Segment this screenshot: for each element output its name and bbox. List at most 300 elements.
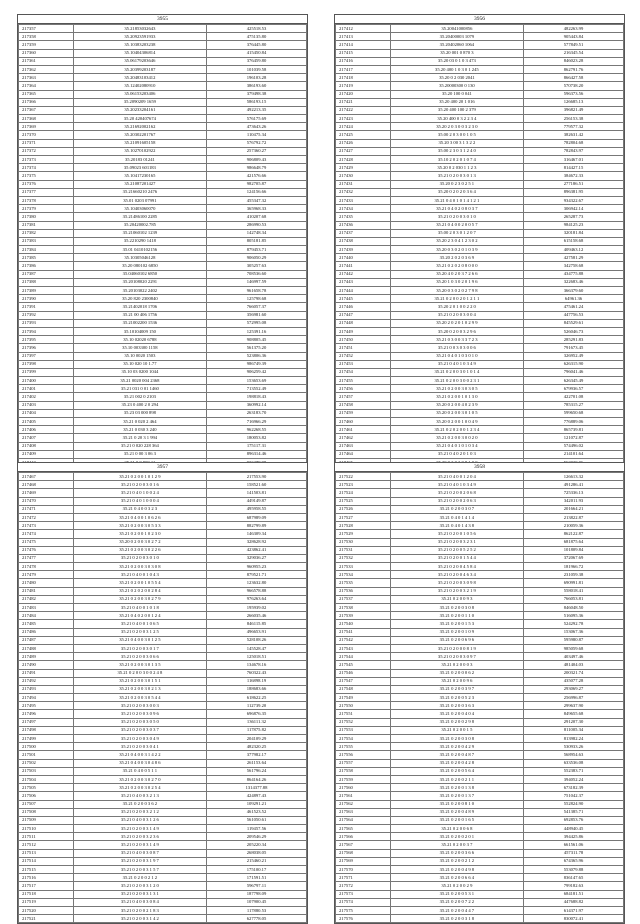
latitude-cell: 35.21 0 2 0 0 8 1 0 <box>390 800 523 808</box>
value-cell: 862122.87 <box>524 530 624 538</box>
latitude-cell: 35.21 0 020 2 464 <box>73 418 206 426</box>
latitude-cell: 35.21 0 2 0 0 5 2 3 <box>390 694 523 702</box>
latitude-cell: 35.20 0 2 3 0 2 5 1 <box>390 180 523 188</box>
table-row <box>19 418 307 426</box>
row-id-cell: 217511 <box>19 833 74 841</box>
table-row <box>336 694 624 702</box>
value-cell: 879521.71 <box>207 571 307 579</box>
value-cell: 473643.26 <box>207 123 307 131</box>
row-id-cell: 217575 <box>336 906 391 914</box>
row-id-cell: 217433 <box>336 196 391 204</box>
row-id-cell: 217504 <box>19 775 74 783</box>
row-id-cell: 217446 <box>336 303 391 311</box>
row-id-cell: 217532 <box>336 554 391 562</box>
table-row <box>336 393 624 401</box>
row-id-cell: 217382 <box>19 229 74 237</box>
table-row <box>19 546 307 554</box>
value-cell: 356981.60 <box>207 311 307 319</box>
row-id-cell: 217498 <box>19 726 74 734</box>
table-row <box>19 702 307 710</box>
row-id-cell: 217396 <box>19 344 74 352</box>
latitude-cell: 35.10 02020 6788 <box>73 336 206 344</box>
table-row <box>336 262 624 270</box>
latitude-cell: 35.21 0 2 0 0 1 0 5 5 4 <box>73 579 206 587</box>
row-id-cell: 217554 <box>336 735 391 743</box>
value-cell: 475461.24 <box>524 303 624 311</box>
row-id-cell: 217358 <box>19 33 74 41</box>
table-row <box>336 180 624 188</box>
value-cell: 690991.81 <box>524 579 624 587</box>
latitude-cell: 35.21 0 2 0 0 3 0 5 0 <box>73 718 206 726</box>
latitude-cell: 35.21 002 0 2103 <box>73 393 206 401</box>
value-cell: 481404.03 <box>524 661 624 669</box>
latitude-cell: 35.21 0 2 0 0 3 2 1 2 <box>73 808 206 816</box>
row-id-cell: 217456 <box>336 385 391 393</box>
latitude-cell: 35.21692002162 <box>73 123 206 131</box>
row-id-cell: 217570 <box>336 866 391 874</box>
value-cell: 125391.16 <box>207 327 307 335</box>
value-cell: 615158.68 <box>524 237 624 245</box>
table-row <box>336 522 624 530</box>
row-id-cell: 217474 <box>19 530 74 538</box>
latitude-cell: 35.21 0 2 0 0 0 8 1 9 <box>390 644 523 652</box>
table-row <box>336 74 624 82</box>
coordinate-table <box>18 24 307 475</box>
table-row <box>19 360 307 368</box>
value-cell: 596373.56 <box>524 90 624 98</box>
row-id-cell: 217470 <box>19 497 74 505</box>
row-id-cell: 217390 <box>19 295 74 303</box>
table-row <box>19 898 307 906</box>
value-cell: 198818.43 <box>207 393 307 401</box>
row-id-cell: 217360 <box>19 49 74 57</box>
table-row <box>336 368 624 376</box>
row-id-cell: 217508 <box>19 808 74 816</box>
table-row <box>336 57 624 65</box>
latitude-cell: 35.21 0 4 0 1 0 1 4 1 2 1 <box>390 196 523 204</box>
row-id-cell: 217543 <box>336 644 391 652</box>
row-id-cell: 217381 <box>19 221 74 229</box>
latitude-cell: 35.10270102922 <box>73 147 206 155</box>
value-cell: 316467.01 <box>524 156 624 164</box>
latitude-cell: 35.21 0 2 0 0 3 0 8 <box>390 735 523 743</box>
value-cell: 906809.43 <box>207 156 307 164</box>
table-row <box>19 726 307 734</box>
row-id-cell: 217402 <box>19 393 74 401</box>
latitude-cell: 35.21 0 2 0 0 3 0 6 6 <box>73 653 206 661</box>
row-id-cell: 217422 <box>336 106 391 114</box>
table-row <box>336 882 624 890</box>
table-row <box>19 131 307 139</box>
latitude-cell: 35.21 0 2 0 0 5 3 1 <box>390 890 523 898</box>
latitude-cell: 35.20 03 0 1 0 3 473 <box>390 57 523 65</box>
table-row <box>19 636 307 644</box>
latitude-cell: 35.21 0 4 0 1 0 1 0 3 4 <box>390 442 523 450</box>
latitude-cell: 35.20 0 2 030 2041 <box>390 74 523 82</box>
row-id-cell: 217523 <box>336 481 391 489</box>
value-cell: 188683.66 <box>207 685 307 693</box>
row-id-cell: 217567 <box>336 841 391 849</box>
row-id-cell: 217403 <box>19 401 74 409</box>
value-cell: 146309.34 <box>207 530 307 538</box>
value-cell: 107900.45 <box>207 898 307 906</box>
value-cell: 377982.17 <box>207 751 307 759</box>
latitude-cell: 35.20 0 3 0 2 0 1 0 3 9 <box>390 246 523 254</box>
value-cell: 716966.29 <box>207 418 307 426</box>
table-row <box>19 800 307 808</box>
value-cell: 552383.71 <box>524 767 624 775</box>
table-row <box>19 188 307 196</box>
value-cell: 962268.55 <box>207 426 307 434</box>
row-id-cell: 217451 <box>336 344 391 352</box>
latitude-cell: 35.21 0 00 3 06 3 <box>73 450 206 458</box>
value-cell: 386193.60 <box>207 82 307 90</box>
row-id-cell: 217462 <box>336 434 391 442</box>
row-id-cell: 217430 <box>336 172 391 180</box>
latitude-cell: 35.21853032643 <box>73 25 206 33</box>
panel-page-number: 3955 <box>18 15 307 24</box>
value-cell: 586193.15 <box>207 98 307 106</box>
value-cell: 277186.51 <box>524 180 624 188</box>
row-id-cell: 217408 <box>19 442 74 450</box>
row-id-cell: 217359 <box>19 41 74 49</box>
value-cell: 461523.52 <box>207 808 307 816</box>
table-row <box>336 653 624 661</box>
row-id-cell: 217369 <box>19 123 74 131</box>
row-id-cell: 217500 <box>19 743 74 751</box>
row-id-cell: 217427 <box>336 147 391 155</box>
latitude-cell: 35.21 0 2 0 0 3 0 1 0 <box>73 554 206 562</box>
value-cell: 196103.28 <box>207 74 307 82</box>
latitude-cell: 35.20 2 0 2 0 1 0 2 9 9 <box>390 319 523 327</box>
row-id-cell: 217502 <box>19 759 74 767</box>
row-id-cell: 217574 <box>336 898 391 906</box>
table-row <box>19 147 307 155</box>
table-row <box>336 685 624 693</box>
row-id-cell: 217555 <box>336 743 391 751</box>
latitude-cell: 35.21 0 2 0 0 3 0 1 3 <box>390 172 523 180</box>
row-id-cell: 217437 <box>336 229 391 237</box>
row-id-cell: 217365 <box>19 90 74 98</box>
table-row <box>336 164 624 172</box>
table-row <box>19 915 307 923</box>
row-id-cell: 217398 <box>19 360 74 368</box>
row-id-cell: 217457 <box>336 393 391 401</box>
row-id-cell: 217375 <box>19 172 74 180</box>
table-row <box>336 196 624 204</box>
row-id-cell: 217548 <box>336 685 391 693</box>
table-row <box>19 213 307 221</box>
table-row <box>19 123 307 131</box>
latitude-cell: 35.20 820 2300840 <box>73 295 206 303</box>
value-cell: 785315.27 <box>524 401 624 409</box>
row-id-cell: 217391 <box>19 303 74 311</box>
row-id-cell: 217383 <box>19 237 74 245</box>
latitude-cell: 35.21 0 4 0 0 3 2 3 <box>73 505 206 513</box>
latitude-cell: 35.21 0 2 0 0 4 8 9 <box>390 808 523 816</box>
value-cell: 865739.81 <box>524 426 624 434</box>
table-row <box>336 497 624 505</box>
table-row <box>19 579 307 587</box>
value-cell: 984125.23 <box>524 221 624 229</box>
row-id-cell: 217546 <box>336 669 391 677</box>
latitude-cell: 35.21087201427 <box>73 180 206 188</box>
latitude-cell: 35.20 0 2 0 0 3 2 9 6 <box>390 327 523 335</box>
row-id-cell: 217452 <box>336 352 391 360</box>
table-row <box>19 352 307 360</box>
table-row <box>336 481 624 489</box>
value-cell: 674365.96 <box>524 857 624 865</box>
value-cell: 966578.88 <box>207 587 307 595</box>
row-id-cell: 217380 <box>19 213 74 221</box>
row-id-cell: 217561 <box>336 792 391 800</box>
row-id-cell: 217547 <box>336 677 391 685</box>
table-row <box>336 595 624 603</box>
value-cell: 425518.53 <box>207 25 307 33</box>
value-cell: 627778.05 <box>207 915 307 923</box>
row-id-cell: 217428 <box>336 156 391 164</box>
row-id-cell: 217540 <box>336 620 391 628</box>
row-id-cell: 217449 <box>336 327 391 335</box>
value-cell: 142748.34 <box>207 229 307 237</box>
table-row <box>19 890 307 898</box>
table-row <box>336 360 624 368</box>
table-row <box>336 409 624 417</box>
latitude-cell: 35.21 0 2 0 0 3 0 0 3 <box>73 702 206 710</box>
value-cell: 960955.23 <box>207 563 307 571</box>
value-cell: 175117.31 <box>207 442 307 450</box>
table-row <box>336 156 624 164</box>
value-cell: 779577.32 <box>524 123 624 131</box>
value-cell: 261153.64 <box>207 759 307 767</box>
row-id-cell: 217460 <box>336 418 391 426</box>
latitude-cell: 35.20 3 00 3 1 3 2 2 <box>390 139 523 147</box>
latitude-cell: 35.20 4 0 2 0 3 7 2 6 6 <box>390 270 523 278</box>
value-cell: 329036.27 <box>207 554 307 562</box>
latitude-cell: 35.21 0 4 0 0 1 0 6 5 <box>73 620 206 628</box>
table-row <box>19 205 307 213</box>
value-cell: 394052.24 <box>524 775 624 783</box>
latitude-cell: 35.21 0 2 0 0 2 9 <box>390 882 523 890</box>
table-row <box>336 628 624 636</box>
row-id-cell: 217533 <box>336 563 391 571</box>
table-row <box>336 221 624 229</box>
coordinate-table <box>335 24 624 475</box>
table-row <box>336 49 624 57</box>
row-id-cell: 217459 <box>336 409 391 417</box>
table-row <box>19 530 307 538</box>
table-row <box>336 636 624 644</box>
table-row <box>19 246 307 254</box>
table-row <box>336 825 624 833</box>
latitude-cell: 35.21 0 030 3 240 <box>73 426 206 434</box>
table-row <box>19 385 307 393</box>
row-id-cell: 217514 <box>19 857 74 865</box>
table-row <box>19 90 307 98</box>
table-row <box>336 25 624 33</box>
value-cell: 110475.34 <box>207 131 307 139</box>
row-id-cell: 217438 <box>336 237 391 245</box>
table-row <box>336 434 624 442</box>
value-cell: 384672.33 <box>524 172 624 180</box>
latitude-cell: 35.21 00 406 1756 <box>73 311 206 319</box>
row-id-cell: 217372 <box>19 147 74 155</box>
latitude-cell: 35.21 0 2 0 0 6 9 6 <box>390 636 523 644</box>
latitude-cell: 35.20 1 0 3 0 2 0 1 9 6 <box>390 278 523 286</box>
row-id-cell: 217364 <box>19 82 74 90</box>
value-cell: 263183.70 <box>207 409 307 417</box>
value-cell: 214101.64 <box>524 450 624 458</box>
value-cell: 618622.25 <box>207 694 307 702</box>
latitude-cell: 35.21 0 2 0 0 3 2 3 1 <box>390 538 523 546</box>
latitude-cell: 35.10 020 10 1.77 <box>73 360 206 368</box>
row-id-cell: 217521 <box>19 915 74 923</box>
value-cell: 782843.97 <box>524 147 624 155</box>
row-id-cell: 217492 <box>19 677 74 685</box>
latitude-cell: 35.21 0 2 0 0 3 0 1 5 1 <box>73 677 206 685</box>
row-id-cell: 217513 <box>19 849 74 857</box>
row-id-cell: 217431 <box>336 180 391 188</box>
value-cell: 561796.24 <box>207 767 307 775</box>
value-cell: 299637.90 <box>524 702 624 710</box>
value-cell: 141503.81 <box>207 489 307 497</box>
latitude-cell: 35.20041000856 <box>390 25 523 33</box>
latitude-cell: 35.21 0 2 0 0 3 0 2 7 0 <box>73 775 206 783</box>
row-id-cell: 217497 <box>19 718 74 726</box>
value-cell: 796041.46 <box>524 368 624 376</box>
latitude-cell: 35.21 0 2 0 0 3 1 9 7 <box>73 857 206 865</box>
table-panel-2 <box>334 14 625 476</box>
row-id-cell: 217542 <box>336 636 391 644</box>
latitude-cell: 35.21 0 2 0 0 3 0 3 0 8 <box>73 563 206 571</box>
table-row <box>19 882 307 890</box>
latitude-cell: 35.21 0 2 0 0 5 2 5 2 <box>390 546 523 554</box>
row-id-cell: 217409 <box>19 450 74 458</box>
latitude-cell: 35.12402080910 <box>73 82 206 90</box>
latitude-cell: 35.21 0 2 0 0 3 0 2 2 6 <box>73 546 206 554</box>
latitude-cell: 35.20 0 2 0 0 4 0 2 3 9 <box>390 401 523 409</box>
row-id-cell: 217515 <box>19 866 74 874</box>
table-panel-3 <box>17 462 308 924</box>
row-id-cell: 217499 <box>19 735 74 743</box>
table-row <box>19 571 307 579</box>
latitude-cell: 35.01 0410102156 <box>73 246 206 254</box>
row-id-cell: 217559 <box>336 775 391 783</box>
value-cell: 845529.61 <box>524 319 624 327</box>
value-cell: 1314377.88 <box>207 784 307 792</box>
latitude-cell: 35.21 0 2 0 0 7 2 2 <box>390 898 523 906</box>
latitude-cell: 35.21 0 2 0 0 3 1 2 0 <box>73 882 206 890</box>
value-cell: 134678.16 <box>207 661 307 669</box>
row-id-cell: 217395 <box>19 336 74 344</box>
row-id-cell: 217425 <box>336 131 391 139</box>
value-cell: 830072.41 <box>524 915 624 923</box>
latitude-cell: 35.21 0 2 0 0 3 0 1 0 1 4 <box>390 368 523 376</box>
row-id-cell: 217458 <box>336 401 391 409</box>
row-id-cell: 217568 <box>336 849 391 857</box>
table-row <box>336 767 624 775</box>
latitude-cell: 35.21 0 2 0 0 3 0 1 6 <box>73 481 206 489</box>
row-id-cell: 217385 <box>19 254 74 262</box>
table-row <box>336 65 624 73</box>
value-cell: 306942.14 <box>524 205 624 213</box>
table-row <box>336 849 624 857</box>
value-cell: 305257.63 <box>207 262 307 270</box>
value-cell: 791673.45 <box>524 344 624 352</box>
latitude-cell: 35.04060102 6850 <box>73 270 206 278</box>
table-row <box>19 661 307 669</box>
value-cell: 112739.20 <box>207 702 307 710</box>
latitude-cell: 35.20 400 0 3 2 2 3 4 <box>390 115 523 123</box>
latitude-cell: 35.21 0 4 0 1 4 1 4 <box>390 513 523 521</box>
table-row <box>19 620 307 628</box>
value-cell: 576175.69 <box>207 115 307 123</box>
latitude-cell: 35.21 0 2 0 0 9 6 <box>390 677 523 685</box>
latitude-cell: 35.20400003 1079 <box>390 33 523 41</box>
table-row <box>336 229 624 237</box>
table-row <box>19 319 307 327</box>
table-row <box>336 604 624 612</box>
latitude-cell: 35.21 0 2 0 0 2 0 1 2 1 1 <box>390 295 523 303</box>
table-row <box>336 775 624 783</box>
table-row <box>19 221 307 229</box>
latitude-cell: 35.21 0 4 0 0 1 0 6 2 6 <box>73 513 206 521</box>
row-id-cell: 217450 <box>336 336 391 344</box>
latitude-cell: 35.23 03 000 898 <box>73 409 206 417</box>
table-row <box>336 710 624 718</box>
value-cell: 434775.88 <box>524 270 624 278</box>
value-cell: 495958.55 <box>207 505 307 513</box>
row-id-cell: 217501 <box>19 751 74 759</box>
value-cell: 846115.85 <box>207 620 307 628</box>
row-id-cell: 217530 <box>336 538 391 546</box>
latitude-cell: 35.21002200 1536 <box>73 319 206 327</box>
row-id-cell: 217569 <box>336 857 391 865</box>
latitude-cell: 35.21 0 2 0 0 3 1 8 <box>390 915 523 923</box>
latitude-cell: 35.21 0 2 0 0 3 0 4 1 <box>73 743 206 751</box>
latitude-cell: 35.21 0 2 0 0 3 0 2 5 4 <box>73 784 206 792</box>
latitude-cell: 35.21 0 2 0 0 3 0 1 3 5 <box>73 661 206 669</box>
row-id-cell: 217371 <box>19 139 74 147</box>
latitude-cell: 35.21 0 4 0 0 3 0 4 8 6 <box>73 759 206 767</box>
row-id-cell: 217526 <box>336 505 391 513</box>
table-row <box>336 295 624 303</box>
latitude-cell: 35.21 0 2 0 0 3 0 2 7 9 <box>73 595 206 603</box>
latitude-cell: 35.20302201767 <box>73 131 206 139</box>
value-cell: 136111.32 <box>207 718 307 726</box>
table-row <box>19 254 307 262</box>
table-row <box>336 254 624 262</box>
table-row <box>19 669 307 677</box>
row-id-cell: 217478 <box>19 563 74 571</box>
table-row <box>336 866 624 874</box>
latitude-cell: 35.20 0 3 0 2 0 2 7 9 8 <box>390 287 523 295</box>
table-row <box>19 33 307 41</box>
value-cell: 216345.54 <box>524 49 624 57</box>
table-row <box>19 278 307 286</box>
row-id-cell: 217572 <box>336 882 391 890</box>
latitude-cell: 35.21 0 2 0 0 1 6 5 <box>390 816 523 824</box>
value-cell: 257360.27 <box>207 147 307 155</box>
latitude-cell: 35.00 2 0 3 0 0 1 0 5 <box>390 131 523 139</box>
value-cell: 146997.59 <box>207 278 307 286</box>
row-id-cell: 217467 <box>19 473 74 481</box>
value-cell: 372067.69 <box>524 554 624 562</box>
table-row <box>336 418 624 426</box>
value-cell: 760322.43 <box>207 669 307 677</box>
row-id-cell: 217377 <box>19 188 74 196</box>
value-cell: 896314.46 <box>207 450 307 458</box>
